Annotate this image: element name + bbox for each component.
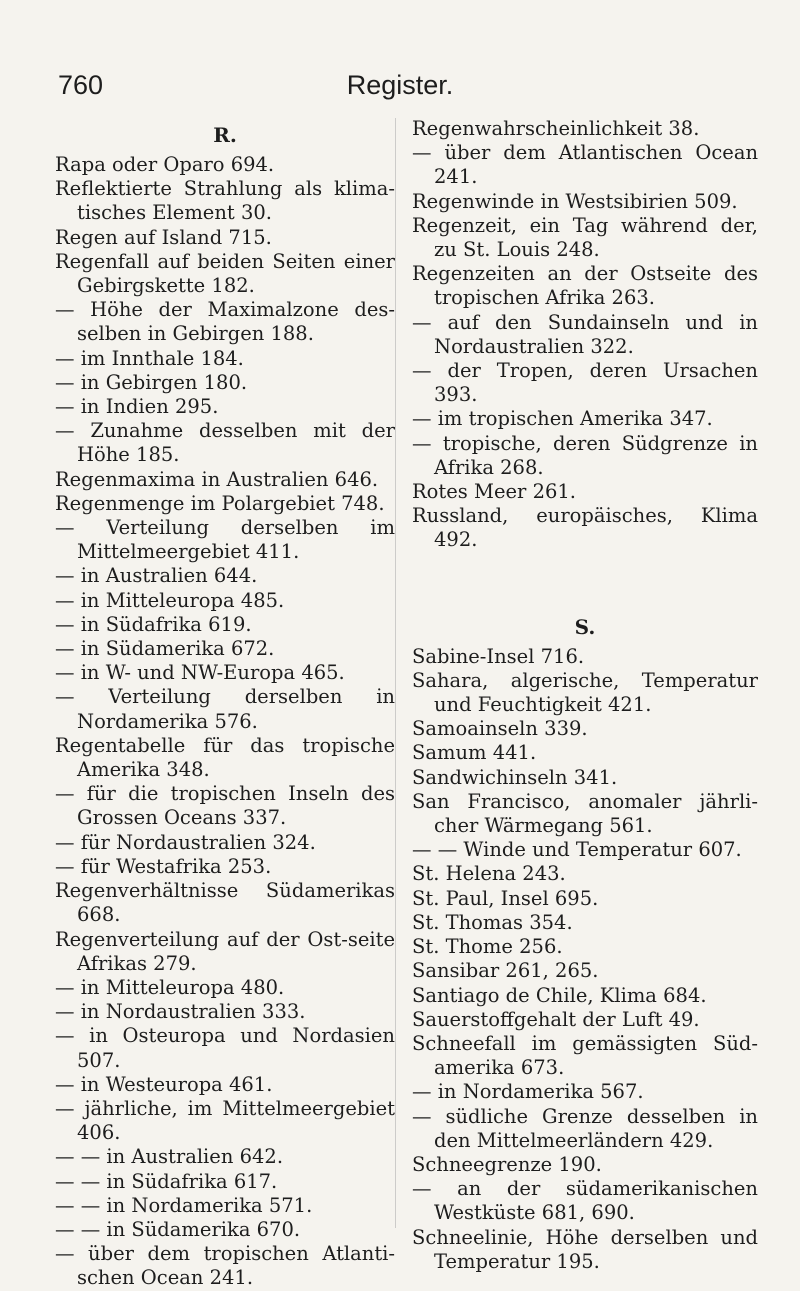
index-entry: — — in Australien 642. [55,1145,284,1169]
section-gap [412,553,758,609]
right-column [412,117,758,1274]
index-entry: Regenwahrscheinlichkeit 38. [412,117,700,140]
index-entry: — — Winde und Temperatur 607. [412,838,742,862]
index-entry: — für Nordaustralien 324. [55,830,316,854]
entry-list [412,645,758,1274]
index-entry: — tropische, deren Südgrenze in Afrika 268. [412,431,758,479]
running-head: Register. [346,70,454,100]
index-entry: — in W- und NW-Europa 465. [55,661,345,685]
left-column [55,117,395,1291]
index-entry: — — in Südafrika 617. [55,1169,278,1193]
index-entry: — über dem tropischen Atlanti-schen Ocean 241. [55,1242,395,1290]
index-entry: Schneefall im gemässigten Süd-amerika 673. [412,1031,758,1080]
index-entry: Sansibar 261, 265. [412,959,599,983]
entry-list [412,117,758,553]
index-entry: — in Mitteleuropa 480. [55,975,285,999]
index-entry: Regenzeit, ein Tag während der, zu St. Louis 248. [412,213,758,262]
index-entry: — in Nordamerika 567. [412,1080,644,1104]
index-entry: Regenmaxima in Australien 646. [55,467,379,491]
index-entry: Regenfall auf beiden Seiten einer Gebirgskette 182. [55,249,395,298]
index-entry: Regentabelle für das tropische Amerika 348. [55,733,395,782]
index-entry: — auf den Sundainseln und in Nordaustralien 322. [412,310,758,358]
index-entry: — in Indien 295. [55,395,219,419]
index-entry: Regen auf Island 715. [55,225,272,249]
index-entry: Sahara, algerische, Temperatur und Feuchtigkeit 421. [412,668,758,717]
index-entry: Samoainseln 339. [412,717,588,741]
index-entry: San Francisco, anomaler jährli-cher Wärmegang 561. [412,789,758,838]
index-entry: — für Westafrika 253. [55,854,272,878]
section-letter-r: R. [213,123,237,147]
index-entry: Regenwinde in Westsibirien 509. [412,189,738,213]
index-entry: — jährliche, im Mittelmeergebiet 406. [55,1096,395,1145]
section-letter-s: S. [574,614,596,639]
index-entry: Regenverteilung auf der Ost-seite Afrikas 279. [55,927,395,975]
index-entry: — in Südafrika 619. [55,612,252,636]
column-divider [395,118,396,1228]
index-entry: — — in Südamerika 670. [55,1217,301,1241]
index-entry: — Verteilung derselben im Mittelmeergebiet 411. [55,516,395,564]
entry-list [55,153,395,1291]
index-entry: — der Tropen, deren Ursachen 393. [412,359,758,407]
index-entry: Sandwichinseln 341. [412,765,618,789]
index-entry: — in Westeuropa 461. [55,1072,273,1096]
index-entry: Reflektierte Strahlung als klima-tisches Element 30. [55,177,395,225]
index-entry: Regenmenge im Polargebiet 748. [55,491,385,515]
index-entry: — — in Nordamerika 571. [55,1193,313,1217]
index-entry: Sauerstoffgehalt der Luft 49. [412,1007,700,1031]
index-entry: Rapa oder Oparo 694. [55,153,275,176]
index-entry: — in Osteuropa und Nordasien 507. [55,1024,395,1072]
index-entry: — südliche Grenze desselben in den Mittelmeerländern 429. [412,1104,758,1152]
index-entry: Sabine-Insel 716. [412,644,585,668]
index-entry: St. Helena 243. [412,862,566,886]
index-entry: Russland, europäisches, Klima 492. [412,504,758,552]
index-entry: Rotes Meer 261. [412,480,576,504]
index-entry: Regenzeiten an der Ostseite des tropischen Afrika 263. [412,262,758,310]
index-entry: — in Südamerika 672. [55,637,275,661]
index-entry: Samum 441. [412,741,537,765]
index-entry: — für die tropischen Inseln des Grossen Oceans 337. [55,782,395,830]
index-entry: — Verteilung derselben in Nordamerika 576. [55,685,395,733]
page-number: 760 [58,70,104,100]
index-entry: Schneegrenze 190. [412,1152,602,1176]
index-entry: — in Nordaustralien 333. [55,1000,306,1024]
index-entry: — in Gebirgen 180. [55,370,248,394]
index-entry: Schneelinie, Höhe derselben und Temperatur 195. [412,1225,758,1273]
page-header [0,70,800,110]
index-entry: — in Australien 644. [55,564,258,588]
index-entry: — im Innthale 184. [55,346,244,370]
index-entry: — in Mitteleuropa 485. [55,588,285,612]
index-entry: St. Thomas 354. [412,910,573,934]
index-entry: — im tropischen Amerika 347. [412,407,713,431]
index-entry: Regenverhältnisse Südamerikas 668. [55,879,395,927]
index-entry: — Zunahme desselben mit der Höhe 185. [55,419,395,467]
index-entry: — Höhe der Maximalzone des-selben in Gebirgen 188. [55,298,395,346]
index-entry: St. Thome 256. [412,935,563,959]
index-entry: — an der südamerikanischen Westküste 681, 690. [412,1177,758,1225]
index-entry: St. Paul, Insel 695. [412,886,599,910]
index-entry: Santiago de Chile, Klima 684. [412,983,707,1007]
index-entry: — über dem Atlantischen Ocean 241. [412,141,758,189]
